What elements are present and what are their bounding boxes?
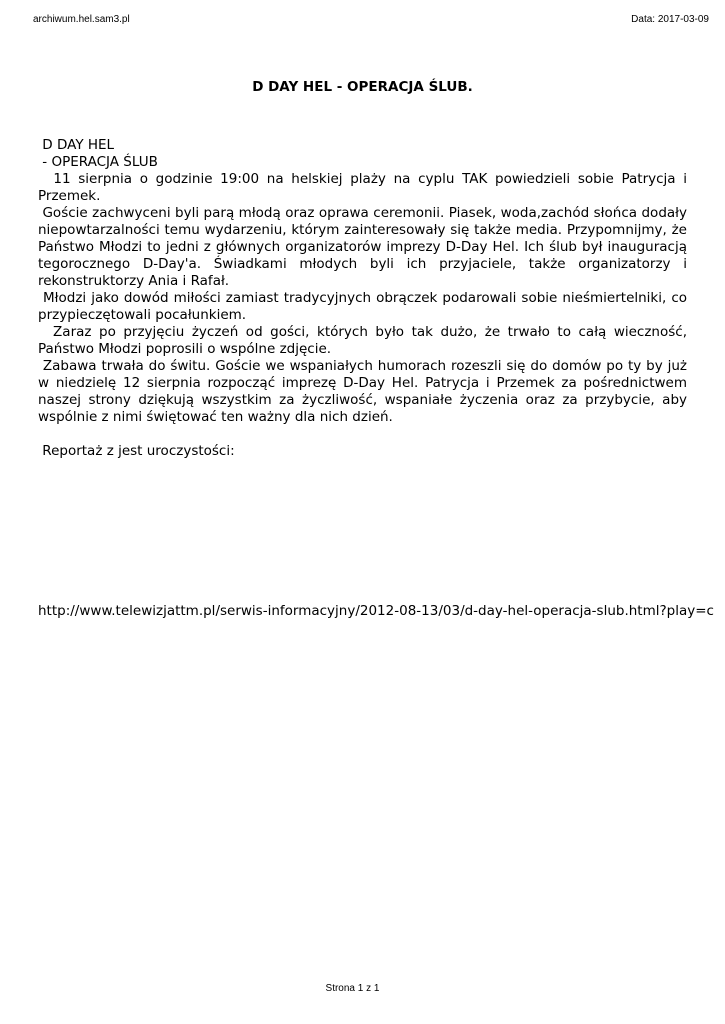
paragraph: Młodzi jako dowód miłości zamiast tradycyjnych obrączek podarowali sobie nieśmiertelniki, co przypieczętowali pocałunkiem. <box>38 290 692 323</box>
blank-line <box>38 426 687 443</box>
paragraph: Goście zachwyceni byli parą młodą oraz oprawa ceremonii. Piasek, woda,zachód słońca dodały niepowtarzalności temu wydarzeniu, którym zainteresowały się także media. Przypomnijmy, że Państwo Młodzi to jedni z głównych organizatorów imprezy D-Day Hel. Ich ślub był inauguracją tegorocznego D-Day'a. Świadkami młodych byli ich przyjaciele, także organizatorzy i rekonstruktorzy Ania i Rafał. <box>38 205 692 289</box>
body-heading-line-1: D DAY HEL <box>38 137 115 153</box>
paragraph: Zaraz po przyjęciu życzeń od gości, których było tak dużo, że trwało to całą wieczność, Państwo Młodzi poprosili o wspólne zdjęcie. <box>38 324 692 357</box>
report-label: Reportaż z jest uroczystości: <box>38 443 235 459</box>
site-name: archiwum.hel.sam3.pl <box>33 14 130 25</box>
video-link[interactable]: http://www.telewizjattm.pl/serwis-informacyjny/2012-08-13/03/d-day-hel-operacja-slub.html?play=c <box>38 603 714 619</box>
body-heading-line-2: - OPERACJA ŚLUB <box>38 154 158 170</box>
article-title: D DAY HEL - OPERACJA ŚLUB. <box>252 79 473 95</box>
article-body <box>38 137 692 460</box>
paragraph: 11 sierpnia o godzinie 19:00 na helskiej plaży na cyplu TAK powiedzieli sobie Patrycja i Przemek. <box>38 171 692 204</box>
page-number: Strona 1 z 1 <box>325 983 380 994</box>
page-header <box>33 13 715 27</box>
print-date: Data: 2017-03-09 <box>631 14 709 25</box>
paragraph: Zabawa trwała do świtu. Goście we wspaniałych humorach rozeszli się do domów po ty by już w niedzielę 12 sierpnia rozpocząć imprezę D-Day Hel. Patrycja i Przemek za pośrednictwem naszej strony dziękują wszystkim za życzliwość, wspaniałe życzenia oraz za przybycie, aby wspólnie z nimi świętować ten ważny dla nich dzień. <box>38 358 692 425</box>
